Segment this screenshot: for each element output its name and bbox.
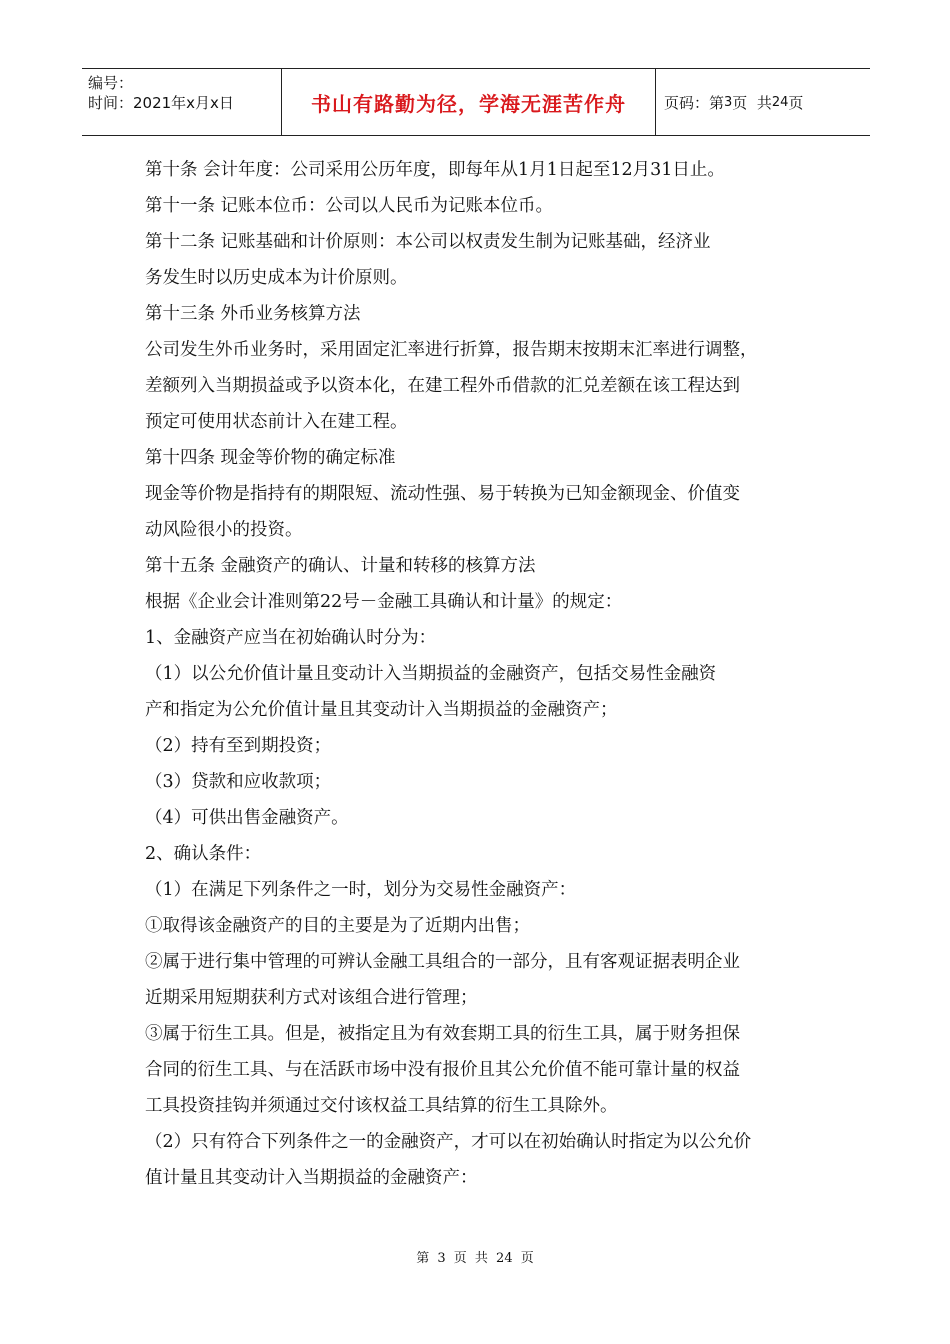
body-line: （3）贷款和应收款项； — [145, 772, 332, 792]
header-page-info — [656, 69, 870, 135]
body-line: 差额列入当期损益或予以资本化，在建工程外币借款的汇兑差额在该工程达到 — [145, 376, 740, 396]
page-mid: 页 共 — [732, 93, 772, 112]
body-line: （1）以公允价值计量且变动计入当期损益的金融资产，包括交易性金融资 — [145, 664, 717, 684]
page-current: 3 — [724, 94, 733, 110]
header-motto: 书山有路勤为径，学海无涯苦作舟 — [282, 69, 656, 135]
page-footer: 第 3 页 共 24 页 — [416, 1251, 534, 1266]
body-line: （1）在满足下列条件之一时，划分为交易性金融资产： — [145, 880, 577, 900]
page-header — [82, 68, 870, 136]
body-line: ①取得该金融资产的目的主要是为了近期内出售； — [145, 916, 530, 936]
body-line: （4）可供出售金融资产。 — [145, 808, 349, 828]
header-left-cell — [82, 69, 282, 135]
body-line: 1、金融资产应当在初始确认时分为： — [145, 628, 437, 648]
page-total: 24 — [771, 94, 789, 110]
body-line: （2）只有符合下列条件之一的金融资产，才可以在初始确认时指定为以公允价 — [145, 1132, 752, 1152]
body-line: 近期采用短期获利方式对该组合进行管理； — [145, 988, 478, 1008]
time-label: 时间：2021年x月x日 — [88, 94, 234, 112]
body-line: （2）持有至到期投资； — [145, 736, 332, 756]
body-line: 公司发生外币业务时，采用固定汇率进行折算，报告期末按期末汇率进行调整， — [145, 340, 758, 360]
body-line: 动风险很小的投资。 — [145, 520, 303, 540]
body-line: 产和指定为公允价值计量且其变动计入当期损益的金融资产； — [145, 700, 618, 720]
body-line: 预定可使用状态前计入在建工程。 — [145, 412, 408, 432]
body-line: 第十三条 外币业务核算方法 — [145, 304, 361, 324]
body-line: 合同的衍生工具、与在活跃市场中没有报价且其公允价值不能可靠计量的权益 — [145, 1060, 740, 1080]
page-suffix: 页 — [788, 93, 804, 112]
body-line: 第十四条 现金等价物的确定标准 — [145, 448, 396, 468]
body-line: 工具投资挂钩并须通过交付该权益工具结算的衍生工具除外。 — [145, 1096, 618, 1116]
body-line: 务发生时以历史成本为计价原则。 — [145, 268, 408, 288]
body-line: ③属于衍生工具。但是，被指定且为有效套期工具的衍生工具，属于财务担保 — [145, 1024, 740, 1044]
body-line: 值计量且其变动计入当期损益的金融资产： — [145, 1168, 478, 1188]
body-line: 第十五条 金融资产的确认、计量和转移的核算方法 — [145, 556, 536, 576]
body-line: 第十一条 记账本位币：公司以人民币为记账本位币。 — [145, 196, 554, 216]
body-line: 根据《企业会计准则第22号－金融工具确认和计量》的规定： — [145, 592, 623, 612]
body-line: ②属于进行集中管理的可辨认金融工具组合的一部分，且有客观证据表明企业 — [145, 952, 740, 972]
body-line: 2、确认条件： — [145, 844, 262, 864]
body-line: 现金等价物是指持有的期限短、流动性强、易于转换为已知金额现金、价值变 — [145, 484, 740, 504]
body-line: 第十条 会计年度：公司采用公历年度，即每年从1月1日起至12月31日止。 — [145, 160, 725, 180]
number-label: 编号： — [88, 74, 134, 92]
page-prefix: 页码：第 — [664, 93, 725, 112]
body-line: 第十二条 记账基础和计价原则：本公司以权责发生制为记账基础，经济业 — [145, 232, 711, 252]
document-body — [145, 152, 825, 1196]
